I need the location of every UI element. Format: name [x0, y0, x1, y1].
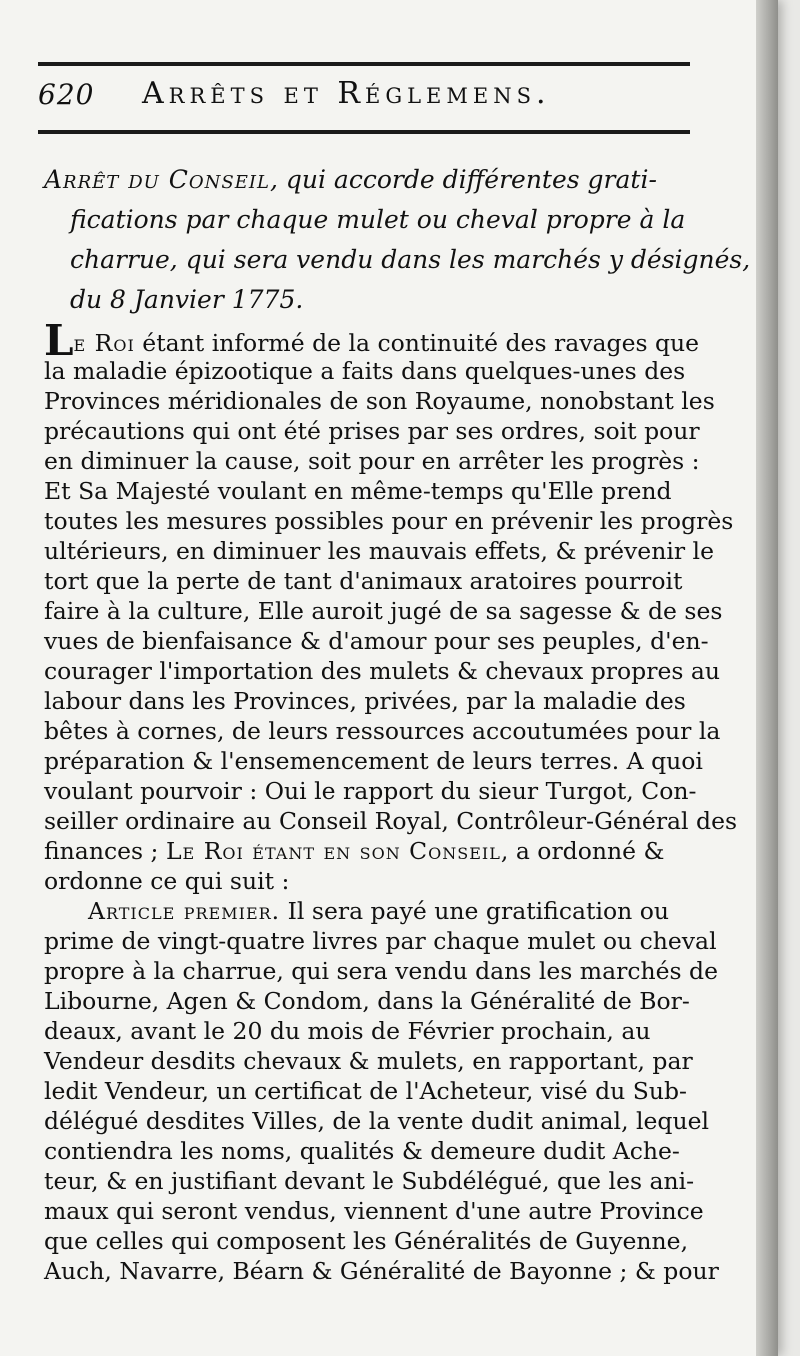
finances-caps: Le Roi étant en son Conseil: [165, 837, 501, 865]
heading-line: fications par chaque mulet ou cheval propre à la: [70, 205, 686, 234]
body-line: précautions qui ont été prises par ses ordres, soit pour: [44, 417, 700, 445]
finances-post: , a ordonné &: [500, 837, 665, 865]
page-edge-shadow: [756, 0, 778, 1356]
body-line: courager l'importation des mulets & chevaux propres au: [44, 657, 721, 685]
body-line: ultérieurs, en diminuer les mauvais effets, & prévenir le: [44, 537, 714, 565]
body-line: ledit Vendeur, un certificat de l'Acheteur, visé du Sub-: [44, 1077, 687, 1105]
first-line-rest: étant informé de la continuité des ravages que: [134, 329, 700, 357]
body-line: [44, 836, 744, 866]
decree-body: [44, 316, 744, 1286]
body-line: seiller ordinaire au Conseil Royal, Contrôleur-Général des: [44, 807, 738, 835]
drop-cap: L: [44, 316, 74, 365]
heading-lead: Arrêt du Conseil: [44, 165, 270, 194]
body-line: maux qui seront vendus, viennent d'une autre Province: [44, 1197, 704, 1225]
body-line: labour dans les Provinces, privées, par la maladie des: [44, 687, 686, 715]
decree-heading: [44, 160, 751, 320]
body-line: toutes les mesures possibles pour en prévenir les progrès: [44, 507, 734, 535]
header-rule-top: [38, 62, 690, 66]
body-line: tort que la perte de tant d'animaux aratoires pourroit: [44, 567, 683, 595]
running-title: Arrêts et Réglemens.: [142, 76, 551, 111]
body-line: Libourne, Agen & Condom, dans la Généralité de Bor-: [44, 987, 690, 1015]
first-line-caps: e Roi: [73, 329, 135, 357]
article-heading: Article premier.: [88, 897, 281, 925]
body-line: que celles qui composent les Généralités de Guyenne,: [44, 1227, 689, 1255]
running-head: [38, 74, 678, 114]
body-line: prime de vingt-quatre livres par chaque mulet ou cheval: [44, 927, 717, 955]
body-line: ordonne ce qui suit :: [44, 867, 290, 895]
heading-line: du 8 Janvier 1775.: [70, 285, 304, 314]
heading-line: charrue, qui sera vendu dans les marchés y désignés,: [70, 245, 751, 274]
article-first-line: [44, 896, 744, 926]
body-line: bêtes à cornes, de leurs ressources accoutumées pour la: [44, 717, 721, 745]
body-line: Provinces méridionales de son Royaume, nonobstant les: [44, 387, 715, 415]
heading-text: , qui accorde différentes grati-: [269, 165, 657, 194]
body-line: préparation & l'ensemencement de leurs terres. A quoi: [44, 747, 703, 775]
finances-pre: finances ;: [44, 837, 166, 865]
body-line: Vendeur desdits chevaux & mulets, en rapportant, par: [44, 1047, 693, 1075]
body-line: en diminuer la cause, soit pour en arrêter les progrès :: [44, 447, 700, 475]
body-line: Et Sa Majesté voulant en même-temps qu'Elle prend: [44, 477, 672, 505]
header-rule-bottom: [38, 130, 690, 134]
body-line: délégué desdites Villes, de la vente dudit animal, lequel: [44, 1107, 710, 1135]
body-line: Auch, Navarre, Béarn & Généralité de Bayonne ; & pour: [44, 1257, 719, 1285]
body-line: la maladie épizootique a faits dans quelques-unes des: [44, 357, 686, 385]
body-line: contiendra les noms, qualités & demeure dudit Ache-: [44, 1137, 680, 1165]
body-line: faire à la culture, Elle auroit jugé de sa sagesse & de ses: [44, 597, 723, 625]
body-line: [44, 316, 744, 365]
body-line: deaux, avant le 20 du mois de Février prochain, au: [44, 1017, 651, 1045]
body-line: vues de bienfaisance & d'amour pour ses peuples, d'en-: [44, 627, 709, 655]
heading-line: [44, 160, 704, 200]
body-line: voulant pourvoir : Oui le rapport du sieur Turgot, Con-: [44, 777, 697, 805]
body-line: teur, & en justifiant devant le Subdélégué, que les ani-: [44, 1167, 695, 1195]
body-line: propre à la charrue, qui sera vendu dans les marchés de: [44, 957, 719, 985]
page-number: 620: [38, 78, 95, 111]
article-text: Il sera payé une gratification ou: [280, 897, 670, 925]
